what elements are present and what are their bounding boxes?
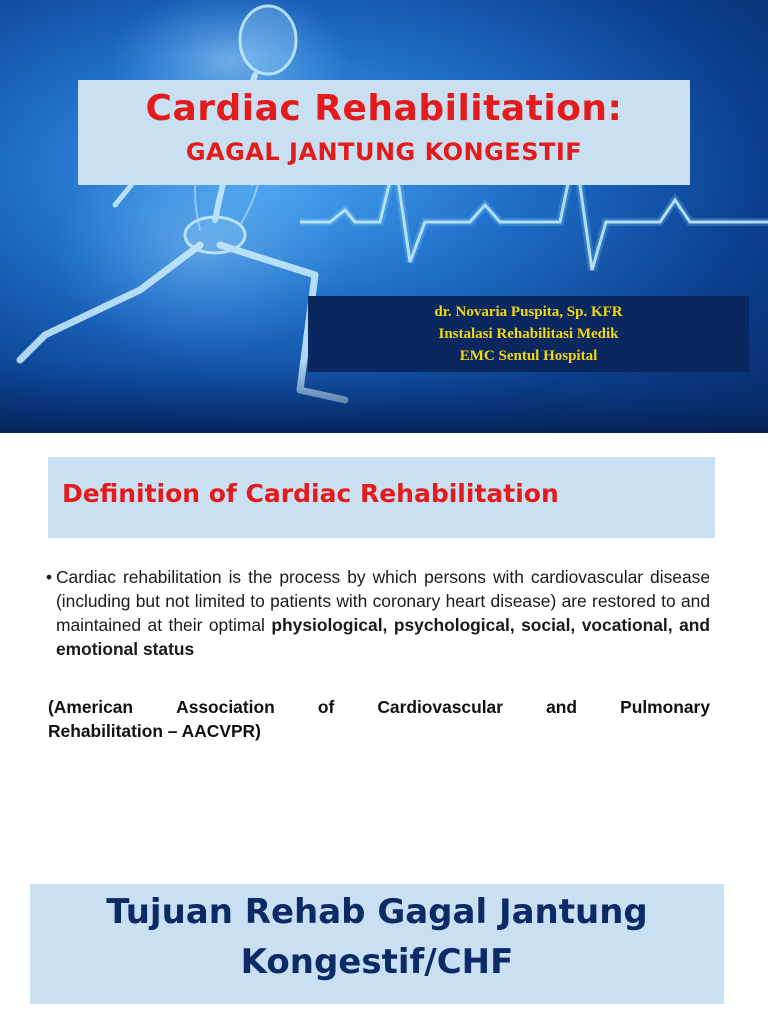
definition-bullet (46, 565, 710, 661)
title-box (78, 80, 690, 185)
citation-word: Cardiovascular (377, 697, 504, 717)
goals-title-box (30, 884, 724, 1004)
bullet-marker: • (46, 567, 53, 587)
citation-word: and (546, 697, 578, 717)
citation-word: (American (48, 697, 134, 717)
citation-line-1 (48, 695, 710, 719)
definition-heading: Definition of Cardiac Rehabilitation (62, 479, 559, 508)
slide-subtitle: GAGAL JANTUNG KONGESTIF (185, 138, 583, 166)
goals-title-line-2: Kongestif/CHF (240, 942, 514, 982)
citation (48, 695, 710, 743)
author-hospital: EMC Sentul Hospital (459, 348, 598, 364)
definition-heading-box (48, 457, 715, 538)
author-box (308, 296, 749, 372)
citation-word: Association (176, 697, 275, 717)
definition-text: Cardiac rehabilitation is the process by which persons with cardiovascular disease (including but not limited to patients with coronary heart disease) are restored to and maintained at their optimal (56, 567, 710, 635)
author-department: Instalasi Rehabilitasi Medik (438, 326, 619, 342)
definition-emphasis: physiological, psychological, social, vocational, and emotional status (56, 615, 710, 659)
slide-title: Cardiac Rehabilitation: (145, 88, 623, 129)
citation-word: of (317, 697, 335, 717)
author-name: dr. Novaria Puspita, Sp. KFR (434, 304, 623, 320)
citation-line-2: Rehabilitation – AACVPR) (48, 721, 261, 741)
title-slide (0, 0, 768, 433)
goals-title-line-1: Tujuan Rehab Gagal Jantung (106, 892, 648, 932)
citation-word: Pulmonary (620, 697, 710, 717)
